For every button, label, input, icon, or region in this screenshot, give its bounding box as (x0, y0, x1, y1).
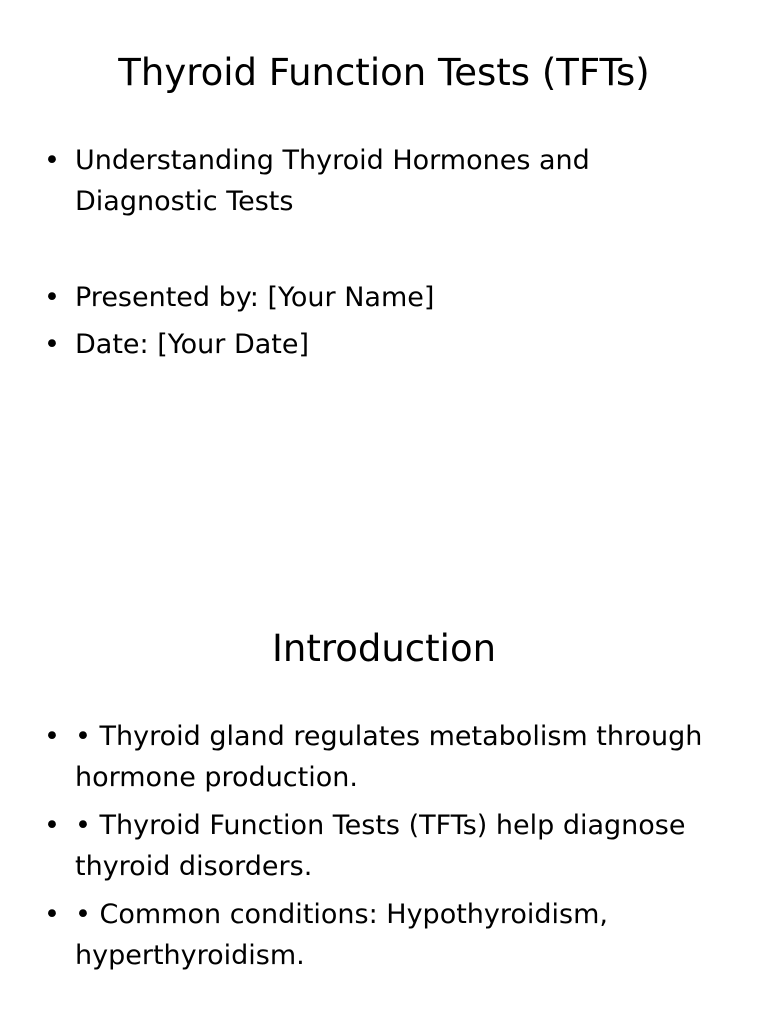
bullet-text: Presented by: [Your Name] (75, 282, 435, 313)
slide-title: Introduction (271, 627, 497, 670)
bullet-dot-icon: • (44, 810, 60, 841)
bullet-text: Date: [Your Date] (75, 329, 310, 360)
bullet-dot-icon: • (44, 899, 60, 930)
list-item (0, 716, 768, 798)
bullet-text: • Common conditions: Hypothyroidism, hyperthyroidism. (75, 899, 609, 971)
bullet-dot-icon: • (44, 329, 60, 360)
list-item (0, 805, 768, 887)
bullet-dot-icon: • (44, 721, 60, 752)
slide-introduction (0, 576, 768, 1024)
list-item (0, 277, 768, 318)
list-item (0, 894, 768, 976)
bullet-text: Understanding Thyroid Hormones and Diagnostic Tests (75, 145, 590, 217)
list-item (0, 324, 768, 365)
bullet-dot-icon: • (44, 145, 60, 176)
bullet-list (0, 716, 768, 976)
bullet-list (0, 140, 768, 365)
bullet-text: • Thyroid Function Tests (TFTs) help diagnose thyroid disorders. (75, 810, 686, 882)
list-item (0, 140, 768, 222)
slide-title: Thyroid Function Tests (TFTs) (118, 51, 650, 94)
bullet-dot-icon: • (44, 282, 60, 313)
bullet-text: • Thyroid gland regulates metabolism through hormone production. (75, 721, 703, 793)
